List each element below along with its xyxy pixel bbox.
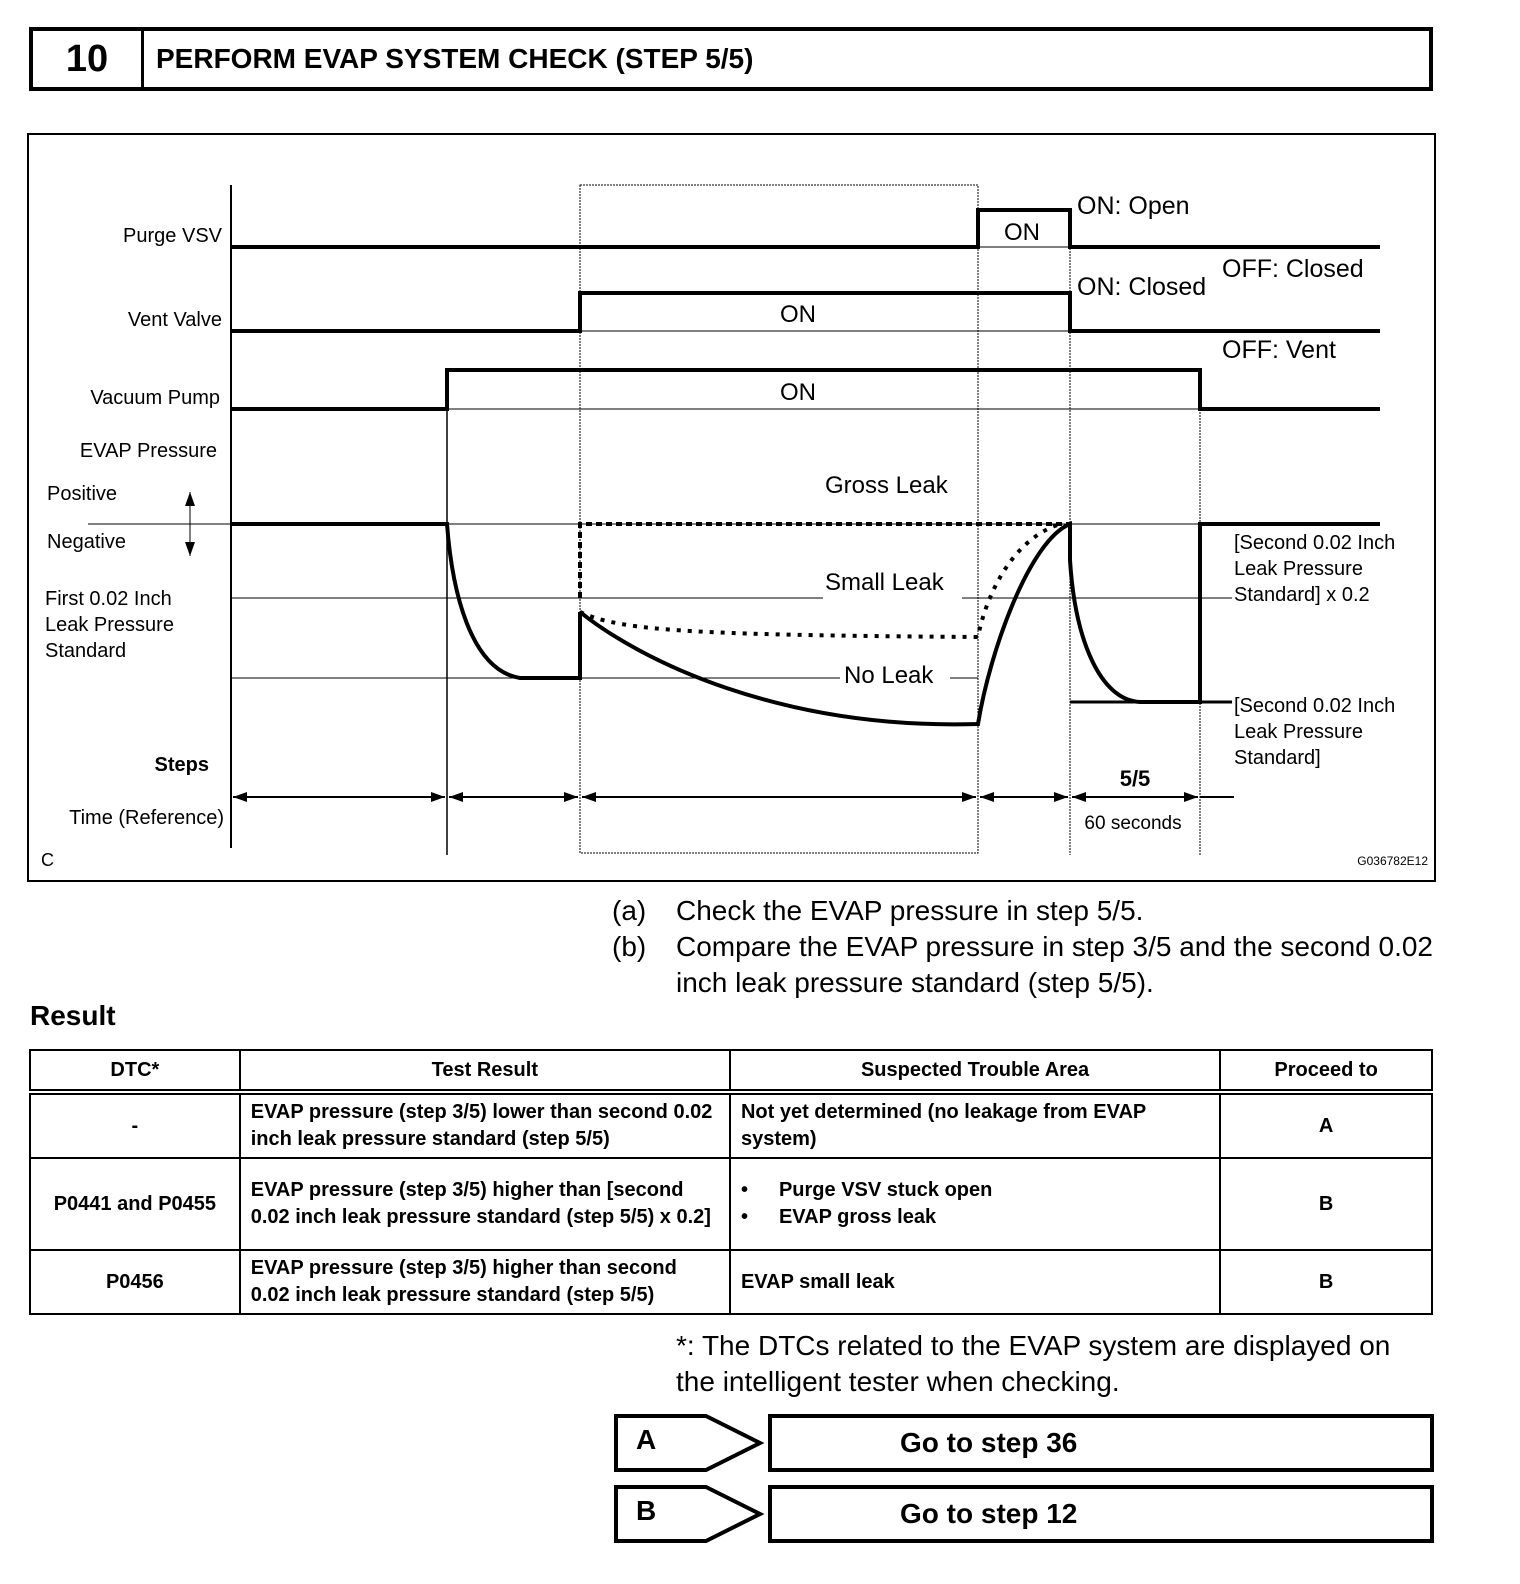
label-time: Time (Reference) <box>69 807 224 829</box>
goto-row-a[interactable] <box>614 1414 1434 1474</box>
goto-step-36-link[interactable]: Go to step 36 <box>768 1414 1434 1472</box>
label-off-vent: OFF: Vent <box>1222 336 1336 364</box>
label-small-leak: Small Leak <box>825 569 944 596</box>
table-row <box>30 1092 1432 1158</box>
step-header <box>29 27 1433 91</box>
label-off-closed: OFF: Closed <box>1222 255 1364 283</box>
label-first-standard-1: First 0.02 Inch <box>45 588 172 610</box>
label-second-3: Standard] <box>1234 747 1321 769</box>
dtc-cell: P0456 <box>30 1250 240 1314</box>
instruction-b: (b) Compare the EVAP pressure in step 3/5 and the second 0.02 inch leak pressure standard (step 5/5). <box>612 931 1433 998</box>
test-result-cell: EVAP pressure (step 3/5) lower than second 0.02 inch leak pressure standard (step 5/5) <box>240 1092 730 1158</box>
label-steps: Steps <box>154 754 209 776</box>
label-duration: 60 seconds <box>1084 813 1182 834</box>
label-gross-leak: Gross Leak <box>825 472 948 499</box>
proceed-cell: A <box>1220 1092 1432 1158</box>
proceed-cell: B <box>1220 1158 1432 1250</box>
corner-mark: C <box>41 850 54 870</box>
label-second-x02-2: Leak Pressure <box>1234 558 1363 580</box>
table-row <box>30 1158 1432 1250</box>
test-result-cell: EVAP pressure (step 3/5) higher than second 0.02 inch leak pressure standard (step 5/5) <box>240 1250 730 1314</box>
result-table <box>29 1049 1433 1315</box>
column-header-proceed: Proceed to <box>1220 1050 1432 1092</box>
trouble-area-cell: Not yet determined (no leakage from EVAP system) <box>730 1092 1220 1158</box>
label-pump-on: ON <box>780 379 816 406</box>
column-header-trouble-area: Suspected Trouble Area <box>730 1050 1220 1092</box>
label-evap-pressure: EVAP Pressure <box>79 440 217 462</box>
trouble-area-cell <box>730 1158 1220 1250</box>
label-on-closed: ON: Closed <box>1077 273 1207 301</box>
trouble-area-list <box>741 1177 1209 1231</box>
label-step-5-5: 5/5 <box>1119 766 1151 791</box>
dtc-cell: - <box>30 1092 240 1158</box>
label-second-x02-1: [Second 0.02 Inch <box>1234 532 1396 554</box>
result-tag-b-icon <box>614 1485 764 1543</box>
label-first-standard-3: Standard <box>45 640 127 662</box>
label-positive: Positive <box>47 483 118 505</box>
label-negative: Negative <box>47 531 126 553</box>
label-no-leak: No Leak <box>844 662 934 689</box>
goto-tag-a: A <box>636 1424 657 1455</box>
label-on-open: ON: Open <box>1077 192 1190 220</box>
figure-id: G036782E12 <box>1357 854 1428 868</box>
result-heading: Result <box>30 1000 116 1031</box>
goto-step-12-link[interactable]: Go to step 12 <box>768 1485 1434 1543</box>
goto-row-b[interactable] <box>614 1485 1434 1545</box>
label-first-standard-2: Leak Pressure <box>45 614 174 636</box>
label-purge-vsv: Purge VSV <box>123 225 222 247</box>
timing-diagram <box>27 133 1436 882</box>
trouble-item: • EVAP gross leak <box>741 1204 1209 1231</box>
footnote: *: The DTCs related to the EVAP system are displayed on the intelligent tester when checking. <box>676 1330 1391 1397</box>
trouble-item: • Purge VSV stuck open <box>741 1177 1209 1204</box>
label-second-x02-3: Standard] x 0.2 <box>1234 584 1370 606</box>
label-second-2: Leak Pressure <box>1234 721 1363 743</box>
goto-tag-b: B <box>636 1495 657 1526</box>
step-number: 10 <box>33 31 144 87</box>
trouble-area-cell: EVAP small leak <box>730 1250 1220 1314</box>
column-header-dtc: DTC* <box>30 1050 240 1092</box>
column-header-test-result: Test Result <box>240 1050 730 1092</box>
step-title: PERFORM EVAP SYSTEM CHECK (STEP 5/5) <box>156 43 754 74</box>
proceed-cell: B <box>1220 1250 1432 1314</box>
table-row <box>30 1250 1432 1314</box>
label-vacuum-pump: Vacuum Pump <box>90 387 220 409</box>
table-header-row <box>30 1050 1432 1092</box>
label-second-1: [Second 0.02 Inch <box>1234 695 1396 717</box>
instruction-a: (a) Check the EVAP pressure in step 5/5. <box>612 895 1144 926</box>
label-vent-valve: Vent Valve <box>127 309 222 331</box>
label-purge-on: ON <box>1004 219 1040 246</box>
dtc-cell: P0441 and P0455 <box>30 1158 240 1250</box>
result-tag-a-icon <box>614 1414 764 1472</box>
test-result-cell: EVAP pressure (step 3/5) higher than [second 0.02 inch leak pressure standard (step 5/5) x 0.2] <box>240 1158 730 1250</box>
label-vent-on: ON <box>780 301 816 328</box>
instructions <box>612 893 1436 1001</box>
